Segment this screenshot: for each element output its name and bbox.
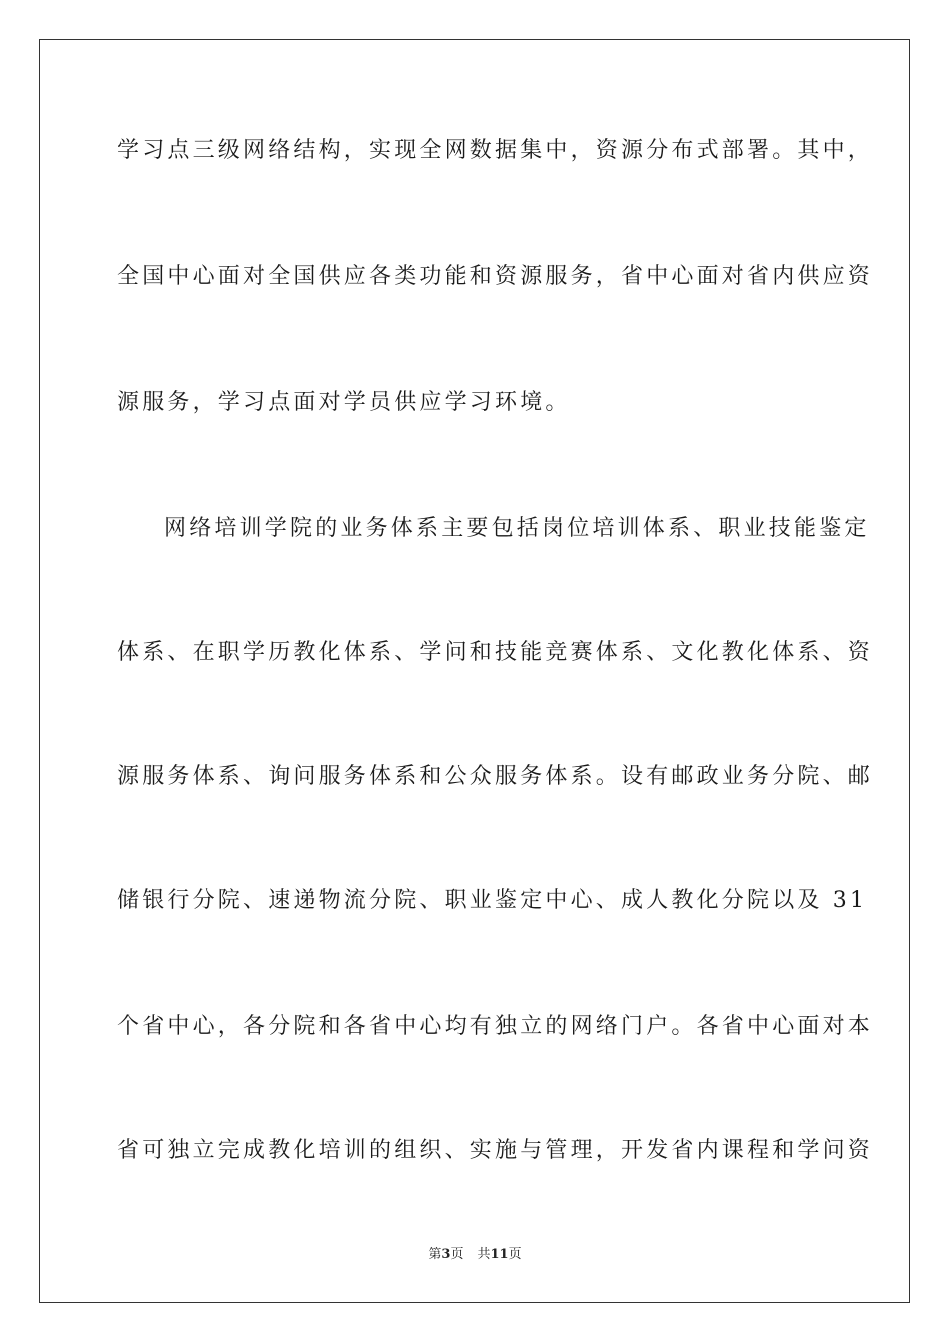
body-line-6: 源服务体系、询问服务体系和公众服务体系。设有邮政业务分院、邮 [117, 764, 874, 789]
total-prefix: 共 [477, 1247, 491, 1262]
page-border [39, 39, 910, 1303]
body-line-2: 全国中心面对全国供应各类功能和资源服务，省中心面对省内供应资 [117, 264, 874, 289]
body-line-7: 储银行分院、速递物流分院、职业鉴定中心、成人教化分院以及 31 [117, 888, 868, 913]
body-line-4-paragraph-start: 网络培训学院的业务体系主要包括岗位培训体系、职业技能鉴定 [164, 516, 870, 541]
body-line-1: 学习点三级网络结构，实现全网数据集中，资源分布式部署。其中， [117, 138, 874, 163]
body-line-9: 省可独立完成教化培训的组织、实施与管理，开发省内课程和学问资 [117, 1138, 874, 1163]
body-line-5: 体系、在职学历教化体系、学问和技能竞赛体系、文化教化体系、资 [117, 640, 874, 665]
body-line-3: 源服务，学习点面对学员供应学习环境。 [117, 390, 571, 415]
page-prefix: 第 [428, 1247, 442, 1262]
total-suffix: 页 [508, 1247, 522, 1262]
page-suffix: 页 [450, 1247, 464, 1262]
page-number: 3 [441, 1247, 451, 1262]
page-footer [0, 1247, 950, 1263]
body-line-8: 个省中心，各分院和各省中心均有独立的网络门户。各省中心面对本 [117, 1014, 874, 1039]
total-pages: 11 [490, 1247, 509, 1262]
